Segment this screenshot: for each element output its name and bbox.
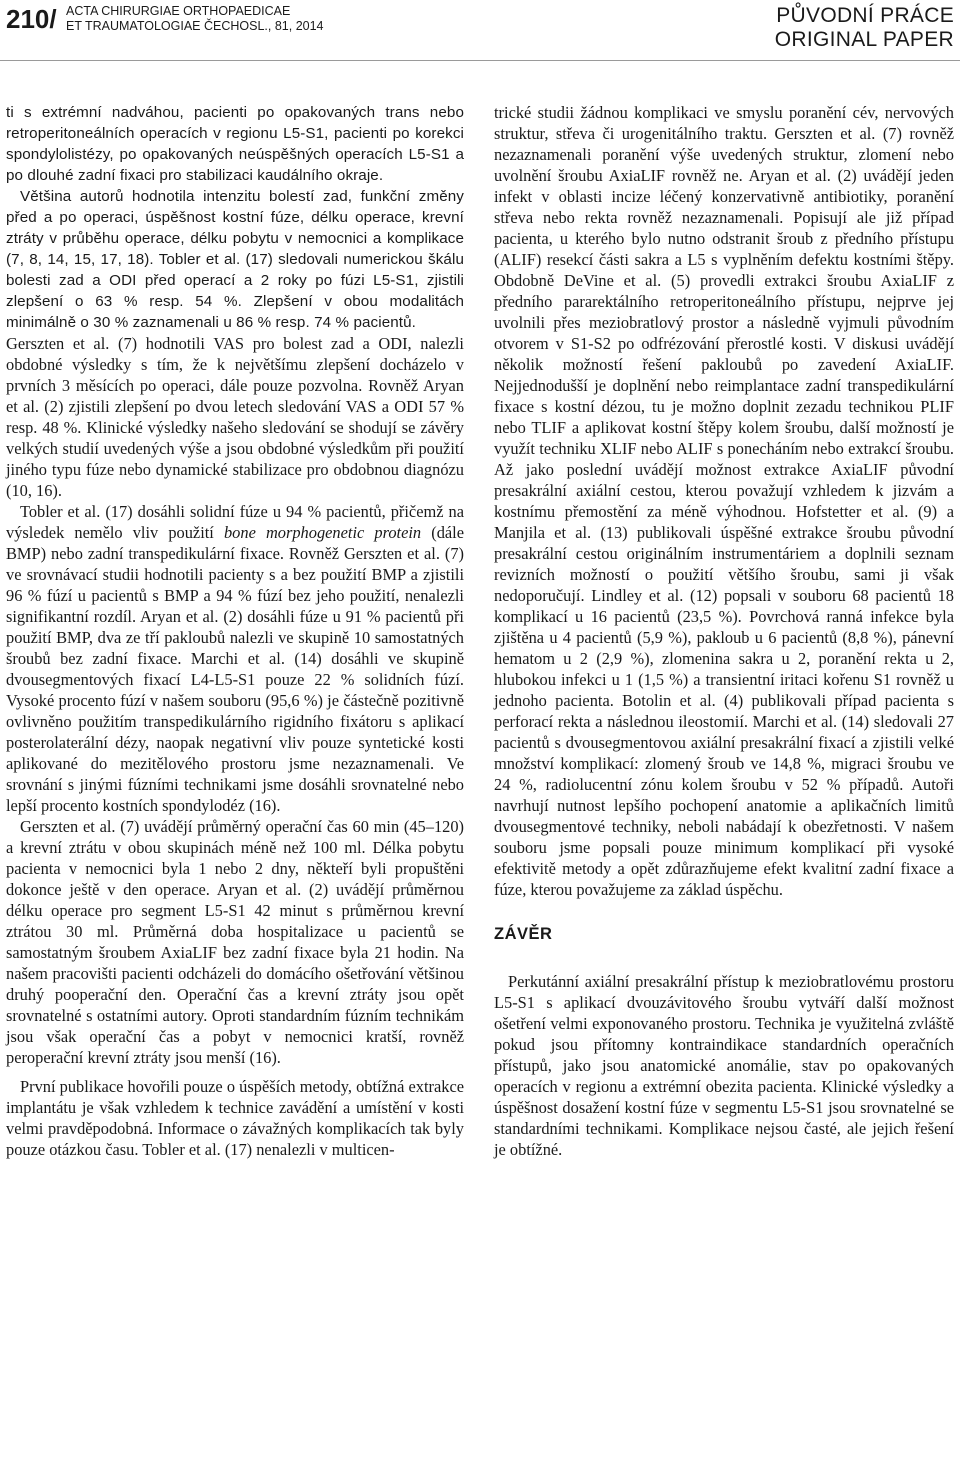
journal-title-line1: ACTA CHIRURGIAE ORTHOPAEDICAE bbox=[66, 4, 291, 18]
emphasis-term: bone morphogenetic protein bbox=[223, 523, 422, 542]
left-column bbox=[6, 102, 464, 1160]
section-label bbox=[775, 4, 954, 52]
paragraph: trické studii žádnou komplikaci ve smyslu poranění cév, nervových struktur, střeva či urogenitálního traktu. Gerszten et al. (7) rovněž nezaznamenali poranění výše uvedených struktur, zlomení nebo uvolnění šroubu AxiaLIF rovněž ne. Aryan et al. (2) uvádějí jeden infekt v oblasti incize léčený konzervativně antibiotiky, poranění střeva nebo rekta rovněž nezaznamenali. Popisují ale již případ pacienta, u kterého bylo nutno odstranit šroub z předního přístupu (ALIF) resekcí části sakra a L5 s vyplněním defektu kostními štěpy. Obdobně DeVine et al. (5) provedli extrakci šroubu AxiaLIF z předního pararektálního retroperitoneálního přístupu, nejprve jej uvolnili přes meziobratlový prostor a následně vyjmuli původním otvorem v S1-S2 po odfrézování přerostlé kosti. V diskusi uvádějí několik možností řešení pakloubů po zavedení AxiaLIF. Nejjednodušší je doplnění nebo reimplantace zadní transpedikulární fixace s kostní dézou, tu je možno doplnit zezadu technikou PLIF nebo TLIF a aplikovat kostní štěpy kolem šroubu, další možností je využít techniku XLIF nebo ALIF s ponecháním nebo extrakcí šroubu. Až jako poslední uvádějí možnost extrakce AxiaLIF původní presakrální axiální cestou, kterou považují vzhledem k jizvám a kostnímu přemostění za méně výhodnou. Hofstetter et al. (9) a Manjila et al. (13) publikovali úspěšné extrakce šroubu původní presakrální cestou originálním instrumentáriem a doplnili seznam revizních možností o použití většího šroubu, sami ji však nedoporučují. Lindley et al. (12) popsali v souboru 68 pacientů 18 komplikací u 16 pacientů (23,5 %). Povrchová ranná infekce byla zjištěna u 4 pacientů (5,9 %), pakloub u 6 pacientů (8,8 %), pánevní hematom u 2 (2,9 %), zlomenina sakra u 2, poranění rekta u 2, hlubokou infekci u 1 (1,5 %) a transientní iritaci kořenu S1 rovněž u jednoho pacienta. Botolin et al. (4) publikovali případ pacienta s perforací rekta a následnou ileostomií. Marchi et al. (14) sledovali 27 pacientů s dvousegmentovou axiální presakrální fixací a zjistili velké množství komplikací: zlomený šroub ve 14,8 %, migraci šroubu ve 24 %, radiolucentní zónu kolem šroubu v 52 % případů. Autoři navrhují nutnost lepšího pochopení anatomie a aplikačních limitů dvousegmentové techniky, neboli nabádají k obezřetnosti. V našem souboru jsme popsali pouze minimum komplikací při vysoké efektivitě metody a opět zdůrazňujeme efekt kvalitní zadní fixace a fúze, kterou považujeme za základ úspěchu. bbox=[494, 103, 954, 899]
paragraph bbox=[6, 501, 464, 816]
paragraph: První publikace hovořili pouze o úspěších metody, obtížná extrakce implantátu je však vzhledem k technice zavádění a umístění v kosti velmi pravděpodobná. Informace o závažných komplikacích tak byly pouze otázkou času. Tobler et al. (17) nenalezli v multicen- bbox=[6, 1077, 464, 1159]
paragraph-text: Tobler et al. (17) dosáhli solidní fúze u 94 % pacientů, přičemž na výsledek nemělo vliv použití bbox=[6, 502, 464, 542]
paragraph-gap bbox=[6, 1068, 464, 1076]
section-heading: ZÁVĚR bbox=[494, 925, 553, 943]
page-number: 210/ bbox=[6, 4, 57, 34]
page-header bbox=[0, 0, 960, 61]
journal-title-line2: ET TRAUMATOLOGIAE ČECHOSL., 81, 2014 bbox=[66, 19, 324, 33]
section-label-en: ORIGINAL PAPER bbox=[774, 28, 954, 51]
section-label-cz: PŮVODNÍ PRÁCE bbox=[776, 4, 954, 27]
paragraph-text: (dále BMP) nebo zadní transpedikulární fixace. Rovněž Gerszten et al. (7) ve srovnávací studii hodnotili pacienty s a bez použití BMP a zjistili 96 % fúzí u pacientů s BMP a 94 % fúzí bez jeho použití, nenalezli signifikantní rozdíl. Aryan et al. (2) dosáhli fúze u 91 % pacientů při použití BMP, dva ze tří pakloubů nalezli ve skupině 10 samostatných šroubů bez zadní fixace. Marchi et al. (14) dosáhli ve skupině dvousegmentových fixací L4-L5-S1 pouze 22 % solidních fúzí. Vysoké procento fúzí v našem souboru (95,6 %) je částečně pozitivně ovlivněno použitím transpedikulárního rigidního fixátoru s aplikací posterolaterální dézy, naopak negativní vliv pouze syntetické kosti aplikované do mezitělového prostoru jsme nezaznamenali. Ve srovnání s jinými fúzními technikami jsme dosáhli srovnatelné nebo lepší procento kostních spondylodéz (16). bbox=[6, 523, 465, 815]
right-column bbox=[494, 102, 954, 1160]
paragraph: Většina autorů hodnotila intenzitu bolestí zad, funkční změny před a po operaci, úspěšnost kostní fúze, délku operace, krevní ztráty v průběhu operace, délku pobytu v nemocnici a komplikace (7, 8, 14, 15, 17, 18). Tobler et al. (17) sledovali numerickou škálu bolesti zad a ODI před operací a 2 roky po fúzi L5-S1, zjistili zlepšení o 63 % resp. 54 %. Zlepšení v obou modalitách minimálně o 30 % zaznamenali u 86 % resp. 74 % pacientů. bbox=[6, 188, 464, 331]
paragraph: Perkutánní axiální presakrální přístup k meziobratlovému prostoru L5-S1 s aplikací dvouzávitového šroubu vytváří další možnost ošetření velmi exponovaného prostoru. Technika je využitelná zvláště pokud jsou přítomny kontraindikace standardních operačních přístupů, jako jsou anatomické anomálie, stav po opakovaných operacích v regionu a extrémní obezita pacienta. Klinické výsledky a úspěšnost dosažení kostní fúze v segmentu L5-S1 jsou srovnatelné se standardními technikami. Komplikace nejsou časté, ale jejich řešení je obtížné. bbox=[494, 972, 954, 1159]
journal-title bbox=[66, 4, 324, 34]
paragraph: Gerszten et al. (7) uvádějí průměrný operační čas 60 min (45–120) a krevní ztrátu v obou skupinách méně než 100 ml. Délka pobytu pacienta v nemocnici byla 1 nebo 2 dny, někteří byli propuštěni dokonce ještě v den operace. Aryan et al. (2) uvádějí průměrnou délku operace pro segment L5-S1 42 minut s průměrnou krevní ztrátou 30 ml. Průměrná doba hospitalizace u pacientů se samostatným šroubem AxiaLIF bez zadní fixace byla 21 hodin. Na našem pracovišti pacienti odcházeli do domácího ošetřování většinou druhý pooperační den. Operační čas a krevní ztráty jsou opět srovnatelné s ostatními autory. Oproti standardním fúzním technikám jsou však operační čas a pobyt v nemocnici kratší, rovněž peroperační krevní ztráty jsou menší (16). bbox=[6, 817, 464, 1067]
paragraph: ti s extrémní nadváhou, pacienti po opakovaných trans nebo retroperitoneálních operacích v regionu L5-S1, pacienti po korekci spondylolistézy, po opakovaných neúspěšných operacích L5-S1 a po dlouhé zadní fixaci pro stabilizaci kaudálního okraje. bbox=[6, 104, 464, 184]
paragraph: Gerszten et al. (7) hodnotili VAS pro bolest zad a ODI, nalezli obdobné výsledky s tím, že k největšímu zlepšení docházelo v prvních 3 měsících po operaci, dále pouze pozvolna. Rovněž Aryan et al. (2) zjistili zlepšení po dvou letech sledování VAS a ODI 57 % resp. 48 %. Klinické výsledky našeho sledování se shodují se závěry velkých studií uvedených výše a jsou obdobné výsledkům při použití jiného typu fúze nebo dynamické stabilizace pro obdobnou diagnózu (10, 16). bbox=[6, 334, 464, 500]
